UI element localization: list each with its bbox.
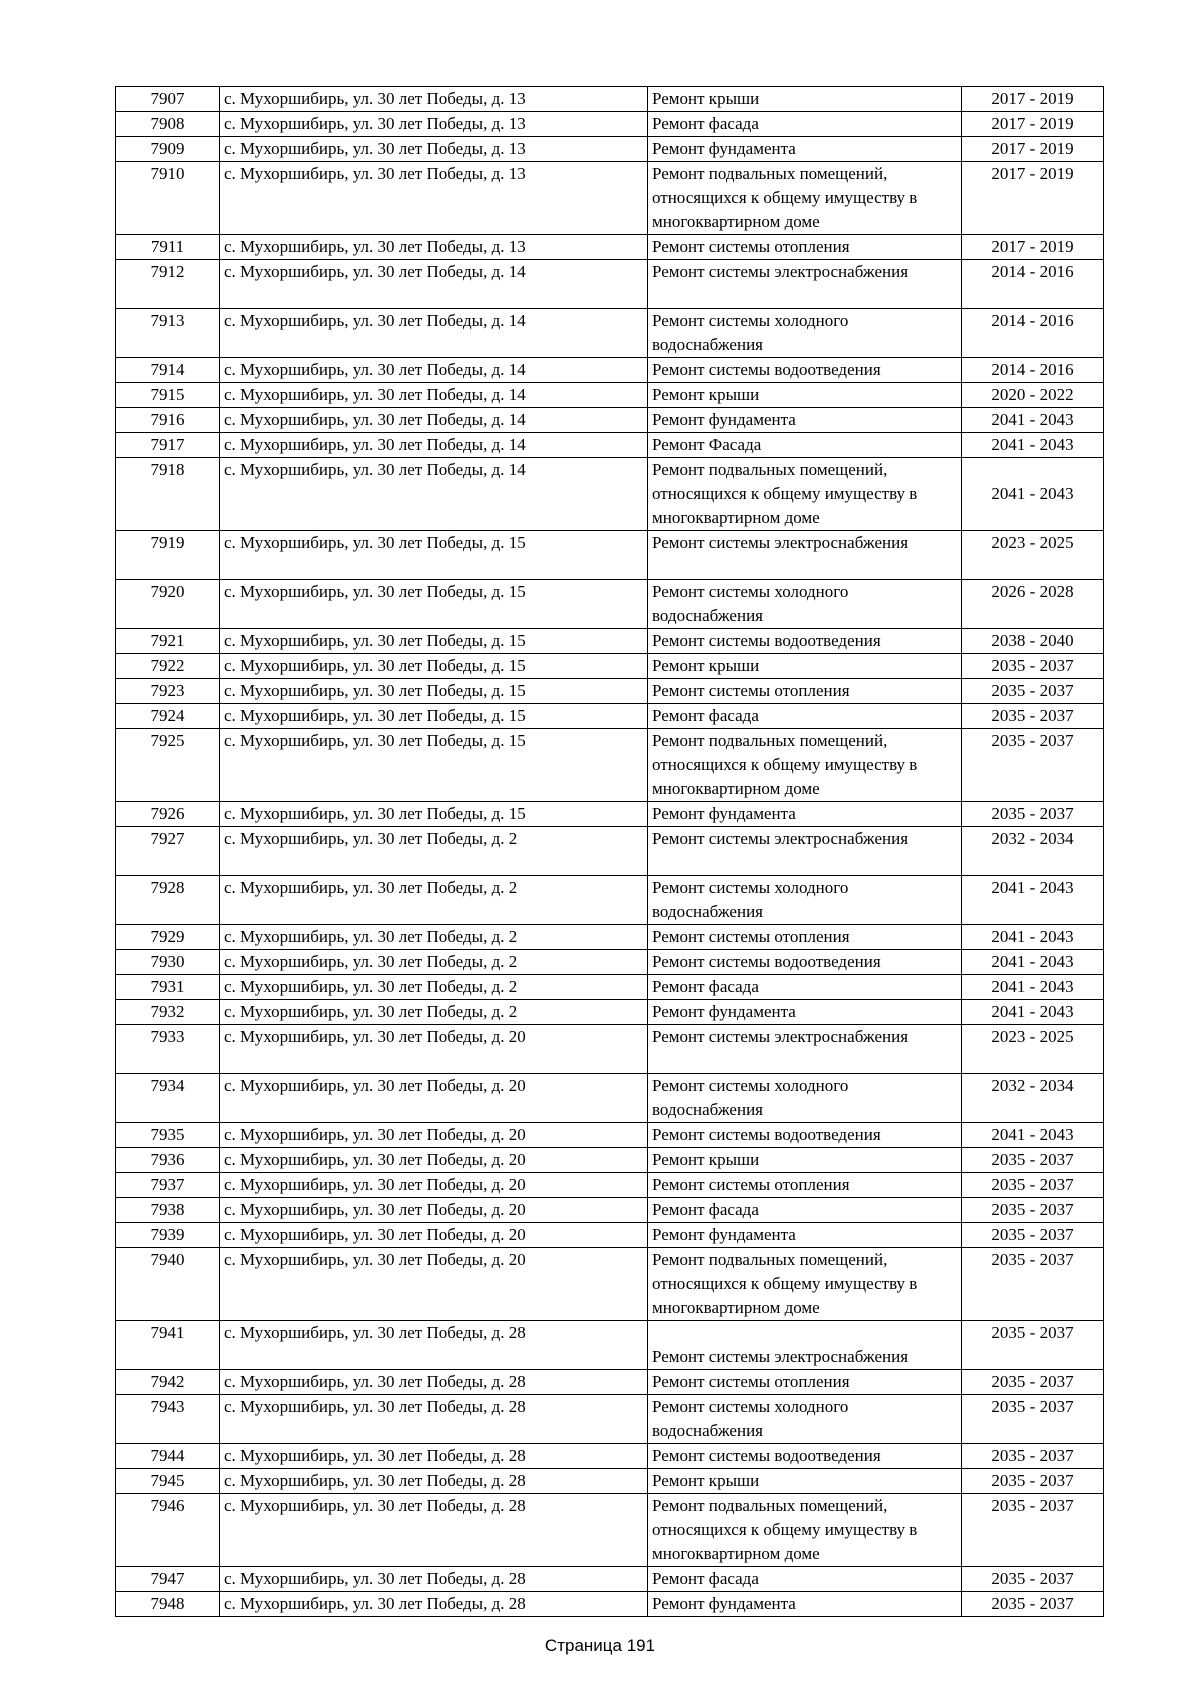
row-number: 7941 xyxy=(116,1321,220,1370)
row-number: 7922 xyxy=(116,654,220,679)
work-type-line: относящихся к общему имуществу в xyxy=(652,755,918,774)
work-type-cell xyxy=(648,1469,962,1494)
work-type-cell xyxy=(648,876,962,925)
work-type-line: Ремонт крыши xyxy=(652,385,760,404)
work-type-cell xyxy=(648,433,962,458)
table-row xyxy=(116,729,1104,802)
period-cell: 2035 - 2037 xyxy=(962,1395,1104,1444)
work-type-line: Ремонт подвальных помещений, xyxy=(652,1496,888,1515)
period-cell: 2035 - 2037 xyxy=(962,704,1104,729)
page-number: Страница 191 xyxy=(544,1636,656,1655)
work-type-line: Ремонт крыши xyxy=(652,1150,760,1169)
work-type-line: Ремонт фундамента xyxy=(652,1225,796,1244)
row-number: 7937 xyxy=(116,1173,220,1198)
row-number: 7946 xyxy=(116,1494,220,1567)
table-row xyxy=(116,925,1104,950)
work-type-line: Ремонт системы отопления xyxy=(652,1175,850,1194)
row-number: 7933 xyxy=(116,1025,220,1074)
work-type-cell xyxy=(648,1148,962,1173)
work-type-cell xyxy=(648,580,962,629)
work-type-line: Ремонт системы электроснабжения xyxy=(652,262,909,281)
address-cell: с. Мухоршибирь, ул. 30 лет Победы, д. 14 xyxy=(220,358,648,383)
table-row xyxy=(116,433,1104,458)
period-cell: 2041 - 2043 xyxy=(962,433,1104,458)
table-row xyxy=(116,654,1104,679)
work-type-line: водоснабжения xyxy=(652,902,763,921)
address-cell: с. Мухоршибирь, ул. 30 лет Победы, д. 13 xyxy=(220,162,648,235)
address-cell: с. Мухоршибирь, ул. 30 лет Победы, д. 20 xyxy=(220,1173,648,1198)
work-type-line: водоснабжения xyxy=(652,606,763,625)
address-cell: с. Мухоршибирь, ул. 30 лет Победы, д. 28 xyxy=(220,1469,648,1494)
work-type-line: Ремонт системы отопления xyxy=(652,681,850,700)
work-type-line: Ремонт системы электроснабжения xyxy=(652,829,909,848)
row-number: 7919 xyxy=(116,531,220,580)
period-cell: 2041 - 2043 xyxy=(962,458,1104,531)
period-cell: 2014 - 2016 xyxy=(962,260,1104,309)
table-body xyxy=(116,87,1104,1617)
row-number: 7912 xyxy=(116,260,220,309)
address-cell: с. Мухоршибирь, ул. 30 лет Победы, д. 20 xyxy=(220,1074,648,1123)
period-cell: 2041 - 2043 xyxy=(962,925,1104,950)
work-type-cell xyxy=(648,1321,962,1370)
row-number: 7943 xyxy=(116,1395,220,1444)
work-type-cell xyxy=(648,1000,962,1025)
row-number: 7924 xyxy=(116,704,220,729)
address-cell: с. Мухоршибирь, ул. 30 лет Победы, д. 13 xyxy=(220,112,648,137)
address-cell: с. Мухоршибирь, ул. 30 лет Победы, д. 20 xyxy=(220,1223,648,1248)
address-cell: с. Мухоршибирь, ул. 30 лет Победы, д. 13 xyxy=(220,235,648,260)
period-cell: 2026 - 2028 xyxy=(962,580,1104,629)
table-row xyxy=(116,358,1104,383)
table-row xyxy=(116,580,1104,629)
work-type-line: Ремонт системы водоотведения xyxy=(652,1446,881,1465)
work-type-cell xyxy=(648,1025,962,1074)
work-type-line: Ремонт фундамента xyxy=(652,804,796,823)
work-type-line: Ремонт системы электроснабжения xyxy=(652,1347,909,1366)
table-row xyxy=(116,679,1104,704)
period-cell: 2035 - 2037 xyxy=(962,1444,1104,1469)
period-cell: 2041 - 2043 xyxy=(962,1000,1104,1025)
row-number: 7914 xyxy=(116,358,220,383)
work-type-line: многоквартирном доме xyxy=(652,1544,820,1563)
row-number: 7942 xyxy=(116,1370,220,1395)
work-type-cell xyxy=(648,458,962,531)
address-cell: с. Мухоршибирь, ул. 30 лет Победы, д. 20 xyxy=(220,1148,648,1173)
row-number: 7940 xyxy=(116,1248,220,1321)
work-type-cell xyxy=(648,1494,962,1567)
work-type-cell xyxy=(648,112,962,137)
work-type-cell xyxy=(648,729,962,802)
work-type-line: Ремонт системы холодного xyxy=(652,1076,849,1095)
work-type-line: водоснабжения xyxy=(652,1100,763,1119)
period-cell: 2035 - 2037 xyxy=(962,1567,1104,1592)
row-number: 7930 xyxy=(116,950,220,975)
table-row xyxy=(116,1248,1104,1321)
address-cell: с. Мухоршибирь, ул. 30 лет Победы, д. 14 xyxy=(220,383,648,408)
work-type-cell xyxy=(648,1198,962,1223)
work-type-line: относящихся к общему имуществу в xyxy=(652,1520,918,1539)
row-number: 7916 xyxy=(116,408,220,433)
address-cell: с. Мухоршибирь, ул. 30 лет Победы, д. 28 xyxy=(220,1494,648,1567)
row-number: 7931 xyxy=(116,975,220,1000)
period-cell: 2032 - 2034 xyxy=(962,827,1104,876)
table-row xyxy=(116,1494,1104,1567)
work-type-cell xyxy=(648,408,962,433)
work-type-line: Ремонт подвальных помещений, xyxy=(652,731,888,750)
work-type-cell xyxy=(648,260,962,309)
work-type-cell xyxy=(648,383,962,408)
work-type-cell xyxy=(648,1074,962,1123)
row-number: 7936 xyxy=(116,1148,220,1173)
address-cell: с. Мухоршибирь, ул. 30 лет Победы, д. 15 xyxy=(220,531,648,580)
work-type-line: Ремонт системы водоотведения xyxy=(652,952,881,971)
table-row xyxy=(116,876,1104,925)
period-cell: 2041 - 2043 xyxy=(962,950,1104,975)
address-cell: с. Мухоршибирь, ул. 30 лет Победы, д. 14 xyxy=(220,458,648,531)
work-type-line: Ремонт фундамента xyxy=(652,410,796,429)
work-type-cell xyxy=(648,1592,962,1617)
address-cell: с. Мухоршибирь, ул. 30 лет Победы, д. 15 xyxy=(220,654,648,679)
table-row xyxy=(116,383,1104,408)
work-type-line: водоснабжения xyxy=(652,1421,763,1440)
table-row xyxy=(116,309,1104,358)
table-row xyxy=(116,235,1104,260)
work-type-cell xyxy=(648,309,962,358)
work-type-cell xyxy=(648,975,962,1000)
address-cell: с. Мухоршибирь, ул. 30 лет Победы, д. 28 xyxy=(220,1321,648,1370)
work-type-cell xyxy=(648,1567,962,1592)
work-type-cell xyxy=(648,1370,962,1395)
table-row xyxy=(116,260,1104,309)
period-cell: 2014 - 2016 xyxy=(962,309,1104,358)
work-type-line: Ремонт системы отопления xyxy=(652,237,850,256)
work-type-line xyxy=(652,851,957,875)
work-type-cell xyxy=(648,1223,962,1248)
row-number: 7921 xyxy=(116,629,220,654)
address-cell: с. Мухоршибирь, ул. 30 лет Победы, д. 28 xyxy=(220,1567,648,1592)
period-cell: 2035 - 2037 xyxy=(962,1148,1104,1173)
work-type-line: Ремонт подвальных помещений, xyxy=(652,164,888,183)
period-cell: 2032 - 2034 xyxy=(962,1074,1104,1123)
table-row xyxy=(116,1469,1104,1494)
address-cell: с. Мухоршибирь, ул. 30 лет Победы, д. 14 xyxy=(220,408,648,433)
row-number: 7948 xyxy=(116,1592,220,1617)
row-number: 7944 xyxy=(116,1444,220,1469)
table-row xyxy=(116,704,1104,729)
period-cell: 2038 - 2040 xyxy=(962,629,1104,654)
period-cell: 2035 - 2037 xyxy=(962,729,1104,802)
work-type-cell xyxy=(648,1444,962,1469)
work-type-line: относящихся к общему имуществу в xyxy=(652,484,918,503)
table-row xyxy=(116,1395,1104,1444)
row-number: 7927 xyxy=(116,827,220,876)
table-row xyxy=(116,1223,1104,1248)
work-type-cell xyxy=(648,1395,962,1444)
work-type-line: водоснабжения xyxy=(652,335,763,354)
address-cell: с. Мухоршибирь, ул. 30 лет Победы, д. 2 xyxy=(220,827,648,876)
work-type-cell xyxy=(648,1248,962,1321)
work-type-cell xyxy=(648,704,962,729)
row-number: 7915 xyxy=(116,383,220,408)
work-type-line: Ремонт крыши xyxy=(652,1471,760,1490)
address-cell: с. Мухоршибирь, ул. 30 лет Победы, д. 15 xyxy=(220,729,648,802)
table-row xyxy=(116,137,1104,162)
period-cell: 2035 - 2037 xyxy=(962,1248,1104,1321)
table-row xyxy=(116,1025,1104,1074)
row-number: 7908 xyxy=(116,112,220,137)
work-type-line: Ремонт системы холодного xyxy=(652,582,849,601)
work-type-cell xyxy=(648,137,962,162)
address-cell: с. Мухоршибирь, ул. 30 лет Победы, д. 20 xyxy=(220,1198,648,1223)
period-cell: 2023 - 2025 xyxy=(962,1025,1104,1074)
address-cell: с. Мухоршибирь, ул. 30 лет Победы, д. 20 xyxy=(220,1123,648,1148)
table-row xyxy=(116,1148,1104,1173)
row-number: 7932 xyxy=(116,1000,220,1025)
work-type-line: Ремонт системы водоотведения xyxy=(652,1125,881,1144)
address-cell: с. Мухоршибирь, ул. 30 лет Победы, д. 2 xyxy=(220,950,648,975)
address-cell: с. Мухоршибирь, ул. 30 лет Победы, д. 15 xyxy=(220,629,648,654)
work-type-line xyxy=(652,555,957,579)
work-type-line: относящихся к общему имуществу в xyxy=(652,188,918,207)
work-type-cell xyxy=(648,162,962,235)
work-type-line xyxy=(652,284,957,308)
address-cell: с. Мухоршибирь, ул. 30 лет Победы, д. 2 xyxy=(220,975,648,1000)
period-cell: 2041 - 2043 xyxy=(962,975,1104,1000)
period-cell: 2035 - 2037 xyxy=(962,802,1104,827)
work-type-cell xyxy=(648,679,962,704)
work-type-cell xyxy=(648,629,962,654)
table-row xyxy=(116,1592,1104,1617)
table-row xyxy=(116,112,1104,137)
work-type-line: Ремонт системы холодного xyxy=(652,311,849,330)
address-cell: с. Мухоршибирь, ул. 30 лет Победы, д. 28 xyxy=(220,1592,648,1617)
table-row xyxy=(116,1000,1104,1025)
work-type-line: Ремонт системы электроснабжения xyxy=(652,533,909,552)
row-number: 7918 xyxy=(116,458,220,531)
work-type-line: Ремонт системы водоотведения xyxy=(652,631,881,650)
table-row xyxy=(116,531,1104,580)
row-number: 7929 xyxy=(116,925,220,950)
row-number: 7923 xyxy=(116,679,220,704)
work-type-line: Ремонт системы отопления xyxy=(652,927,850,946)
address-cell: с. Мухоршибирь, ул. 30 лет Победы, д. 28 xyxy=(220,1444,648,1469)
address-cell: с. Мухоршибирь, ул. 30 лет Победы, д. 15 xyxy=(220,704,648,729)
table-row xyxy=(116,162,1104,235)
address-cell: с. Мухоршибирь, ул. 30 лет Победы, д. 15 xyxy=(220,802,648,827)
row-number: 7909 xyxy=(116,137,220,162)
work-type-line: Ремонт системы водоотведения xyxy=(652,360,881,379)
period-cell: 2041 - 2043 xyxy=(962,408,1104,433)
work-type-line: многоквартирном доме xyxy=(652,508,820,527)
period-cell: 2020 - 2022 xyxy=(962,383,1104,408)
address-cell: с. Мухоршибирь, ул. 30 лет Победы, д. 2 xyxy=(220,925,648,950)
row-number: 7926 xyxy=(116,802,220,827)
row-number: 7907 xyxy=(116,87,220,112)
period-cell: 2017 - 2019 xyxy=(962,235,1104,260)
work-type-cell xyxy=(648,827,962,876)
work-type-line: относящихся к общему имуществу в xyxy=(652,1274,918,1293)
row-number: 7947 xyxy=(116,1567,220,1592)
work-type-cell xyxy=(648,1123,962,1148)
address-cell: с. Мухоршибирь, ул. 30 лет Победы, д. 28 xyxy=(220,1370,648,1395)
period-cell: 2035 - 2037 xyxy=(962,1592,1104,1617)
work-type-line: Ремонт крыши xyxy=(652,656,760,675)
table-row xyxy=(116,950,1104,975)
work-type-line: Ремонт фасада xyxy=(652,114,759,133)
period-cell: 2035 - 2037 xyxy=(962,679,1104,704)
address-cell: с. Мухоршибирь, ул. 30 лет Победы, д. 15 xyxy=(220,580,648,629)
work-type-cell xyxy=(648,87,962,112)
table-row xyxy=(116,1074,1104,1123)
work-type-cell xyxy=(648,235,962,260)
address-cell: с. Мухоршибирь, ул. 30 лет Победы, д. 15 xyxy=(220,679,648,704)
table-row xyxy=(116,827,1104,876)
table-row xyxy=(116,1198,1104,1223)
table-row xyxy=(116,1321,1104,1370)
address-cell: с. Мухоршибирь, ул. 30 лет Победы, д. 14 xyxy=(220,433,648,458)
period-cell: 2035 - 2037 xyxy=(962,1198,1104,1223)
work-type-line: Ремонт крыши xyxy=(652,89,760,108)
period-cell: 2017 - 2019 xyxy=(962,112,1104,137)
period-cell: 2035 - 2037 xyxy=(962,1223,1104,1248)
period-cell: 2014 - 2016 xyxy=(962,358,1104,383)
table-row xyxy=(116,1173,1104,1198)
work-type-line: многоквартирном доме xyxy=(652,1298,820,1317)
work-type-line: Ремонт фасада xyxy=(652,1569,759,1588)
period-cell: 2035 - 2037 xyxy=(962,1370,1104,1395)
period-cell: 2041 - 2043 xyxy=(962,876,1104,925)
work-type-line: Ремонт Фасада xyxy=(652,435,762,454)
work-type-line xyxy=(652,1049,957,1073)
work-type-cell xyxy=(648,1173,962,1198)
work-type-cell xyxy=(648,654,962,679)
work-type-line: Ремонт фундамента xyxy=(652,1594,796,1613)
period-cell: 2041 - 2043 xyxy=(962,1123,1104,1148)
row-number: 7911 xyxy=(116,235,220,260)
work-type-line: Ремонт фундамента xyxy=(652,139,796,158)
period-cell: 2035 - 2037 xyxy=(962,1494,1104,1567)
address-cell: с. Мухоршибирь, ул. 30 лет Победы, д. 13 xyxy=(220,87,648,112)
repair-schedule-table xyxy=(115,86,1104,1617)
table-row xyxy=(116,1123,1104,1148)
table-row xyxy=(116,802,1104,827)
address-cell: с. Мухоршибирь, ул. 30 лет Победы, д. 14 xyxy=(220,260,648,309)
period-cell: 2035 - 2037 xyxy=(962,1469,1104,1494)
row-number: 7920 xyxy=(116,580,220,629)
table-row xyxy=(116,1370,1104,1395)
work-type-line: многоквартирном доме xyxy=(652,779,820,798)
work-type-cell xyxy=(648,925,962,950)
address-cell: с. Мухоршибирь, ул. 30 лет Победы, д. 28 xyxy=(220,1395,648,1444)
work-type-line: Ремонт подвальных помещений, xyxy=(652,1250,888,1269)
row-number: 7934 xyxy=(116,1074,220,1123)
address-cell: с. Мухоршибирь, ул. 30 лет Победы, д. 13 xyxy=(220,137,648,162)
work-type-cell xyxy=(648,802,962,827)
work-type-line: многоквартирном доме xyxy=(652,212,820,231)
work-type-line xyxy=(652,1321,957,1345)
row-number: 7945 xyxy=(116,1469,220,1494)
table-row xyxy=(116,1567,1104,1592)
period-cell: 2023 - 2025 xyxy=(962,531,1104,580)
address-cell: с. Мухоршибирь, ул. 30 лет Победы, д. 2 xyxy=(220,1000,648,1025)
row-number: 7928 xyxy=(116,876,220,925)
work-type-line: Ремонт фасада xyxy=(652,977,759,996)
work-type-line: Ремонт фундамента xyxy=(652,1002,796,1021)
period-cell: 2035 - 2037 xyxy=(962,654,1104,679)
row-number: 7938 xyxy=(116,1198,220,1223)
table-row xyxy=(116,629,1104,654)
work-type-line: Ремонт системы электроснабжения xyxy=(652,1027,909,1046)
period-cell: 2017 - 2019 xyxy=(962,137,1104,162)
table-row xyxy=(116,408,1104,433)
work-type-cell xyxy=(648,950,962,975)
address-cell: с. Мухоршибирь, ул. 30 лет Победы, д. 20 xyxy=(220,1248,648,1321)
work-type-line: Ремонт системы холодного xyxy=(652,878,849,897)
period-cell: 2017 - 2019 xyxy=(962,162,1104,235)
address-cell: с. Мухоршибирь, ул. 30 лет Победы, д. 2 xyxy=(220,876,648,925)
row-number: 7913 xyxy=(116,309,220,358)
work-type-line: Ремонт системы холодного xyxy=(652,1397,849,1416)
work-type-cell xyxy=(648,531,962,580)
work-type-line: Ремонт фасада xyxy=(652,1200,759,1219)
work-type-line: Ремонт подвальных помещений, xyxy=(652,460,888,479)
table-row xyxy=(116,975,1104,1000)
period-cell: 2035 - 2037 xyxy=(962,1321,1104,1370)
period-cell: 2035 - 2037 xyxy=(962,1173,1104,1198)
table-row xyxy=(116,458,1104,531)
table-row xyxy=(116,1444,1104,1469)
row-number: 7935 xyxy=(116,1123,220,1148)
row-number: 7910 xyxy=(116,162,220,235)
address-cell: с. Мухоршибирь, ул. 30 лет Победы, д. 20 xyxy=(220,1025,648,1074)
work-type-cell xyxy=(648,358,962,383)
row-number: 7925 xyxy=(116,729,220,802)
table-row xyxy=(116,87,1104,112)
row-number: 7917 xyxy=(116,433,220,458)
row-number: 7939 xyxy=(116,1223,220,1248)
period-cell: 2017 - 2019 xyxy=(962,87,1104,112)
work-type-line: Ремонт фасада xyxy=(652,706,759,725)
work-type-line: Ремонт системы отопления xyxy=(652,1372,850,1391)
address-cell: с. Мухоршибирь, ул. 30 лет Победы, д. 14 xyxy=(220,309,648,358)
